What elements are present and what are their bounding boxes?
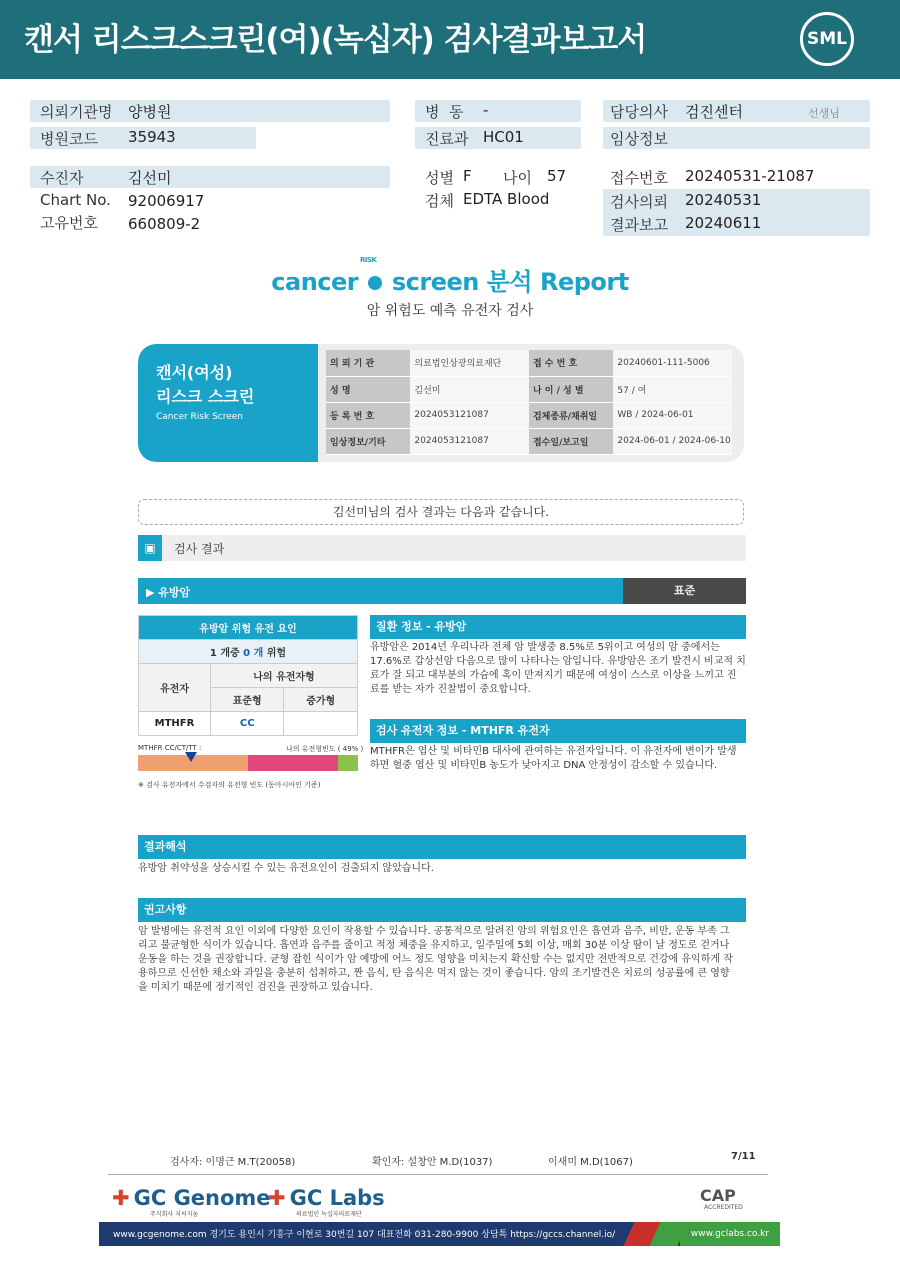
my-genotype-marker bbox=[185, 752, 197, 762]
genotype-frequency-bar bbox=[138, 755, 358, 771]
card-value: 2024-06-01 / 2024-06-10 bbox=[613, 428, 732, 454]
gene-table-summary bbox=[139, 640, 358, 664]
disease-info-title: 질환 정보 - 유방암 bbox=[370, 615, 746, 639]
footer-address: www.gcgenome.com 경기도 용인시 기흥구 이현로 30번길 107 대표전화 031-280-9900 상담톡 https://gccs.channel.io/ bbox=[113, 1230, 616, 1240]
gene-table bbox=[138, 615, 358, 736]
gc-genome-logo bbox=[112, 1186, 271, 1210]
sex-value: F bbox=[463, 167, 472, 185]
cancer-risk-screen-logo bbox=[0, 256, 900, 297]
logo1-sub: 주식회사 지씨지놈 bbox=[150, 1211, 199, 1218]
summary-count: 0 개 bbox=[243, 648, 264, 659]
card-row bbox=[326, 376, 732, 402]
gene-table-title: 유방암 위험 유전 요인 bbox=[139, 616, 358, 640]
card-row bbox=[326, 428, 732, 454]
interpretation-text: 유방암 취약성을 상승시킬 수 있는 유전요인이 검출되지 않았습니다. bbox=[138, 863, 434, 874]
confirmer-signature: 확인자: 설창안 M.D(1037) bbox=[372, 1157, 493, 1168]
request-value: 20240531 bbox=[685, 191, 762, 209]
patient-name-value: 김선미 bbox=[128, 169, 172, 187]
card-value: 57 / 여 bbox=[613, 376, 732, 402]
institution-label: 의뢰기관명 bbox=[40, 103, 113, 121]
card-title-1: 캔서(여성) bbox=[156, 363, 233, 382]
doctor-value: 검진센터 bbox=[685, 103, 743, 121]
frequency-segment bbox=[248, 755, 338, 771]
chart-no-label: Chart No. bbox=[40, 191, 111, 209]
increased-value bbox=[284, 712, 358, 736]
card-value: 김선미 bbox=[410, 376, 529, 402]
logo2-text: GC Labs bbox=[289, 1186, 385, 1210]
card-value: 2024053121087 bbox=[410, 402, 529, 428]
tester-signature: 검사자: 이명근 M.T(20058) bbox=[170, 1157, 296, 1168]
card-info-table bbox=[326, 350, 732, 455]
card-row bbox=[326, 402, 732, 428]
logo2-sub: 의료법인 녹십자의료재단 bbox=[296, 1211, 362, 1218]
hospital-code-label: 병원코드 bbox=[40, 130, 98, 148]
footer-bar bbox=[99, 1222, 780, 1246]
freq-left-label: MTHFR CC/CT/TT : bbox=[138, 744, 202, 752]
brand-subtitle: 암 위험도 예측 유전자 검사 bbox=[366, 303, 534, 319]
report-header bbox=[0, 0, 900, 79]
uid-label: 고유번호 bbox=[40, 214, 98, 232]
report-title: 캔서 리스크스크린(여)(녹십자) 검사결과보고서 bbox=[24, 22, 647, 58]
card-value: 2024053121087 bbox=[410, 428, 529, 454]
brand-risk: RISK bbox=[360, 256, 377, 264]
patient-name-label: 수진자 bbox=[40, 169, 84, 187]
sex-label: 성별 bbox=[425, 169, 454, 187]
brand-suffix: screen bbox=[391, 268, 479, 296]
col-my-genotype-header: 나의 유전자형 bbox=[211, 664, 358, 688]
gc-labs-logo bbox=[268, 1186, 385, 1210]
uid-value: 660809-2 bbox=[128, 215, 201, 233]
report-date-value: 20240611 bbox=[685, 214, 762, 232]
freq-right-label: 나의 유전형빈도 ( 49% ) bbox=[286, 745, 364, 753]
request-label: 검사의뢰 bbox=[610, 193, 668, 211]
institution-value: 양병원 bbox=[128, 103, 172, 121]
cap-logo: CAP bbox=[700, 1186, 736, 1205]
folder-icon: ▣ bbox=[138, 535, 162, 561]
receipt-value: 20240531-21087 bbox=[685, 167, 815, 185]
category-name: ▶ 유방암 bbox=[146, 586, 191, 599]
specimen-value: EDTA Blood bbox=[463, 190, 550, 208]
card-title-3: Cancer Risk Screen bbox=[156, 412, 244, 422]
footer-site-link[interactable]: www.gclabs.co.kr bbox=[680, 1222, 780, 1246]
card-value: 20240601-111-5006 bbox=[613, 350, 732, 376]
card-title-panel bbox=[138, 344, 318, 462]
gene-info-title: 검사 유전자 정보 - MTHFR 유전자 bbox=[370, 719, 746, 743]
section-title: 검사 결과 bbox=[174, 542, 225, 556]
gene-name: MTHFR bbox=[139, 712, 211, 736]
brand-dot-icon bbox=[368, 276, 382, 290]
recommendation-text: 암 발병에는 유전적 요인 이외에 다양한 요인이 작용할 수 있습니다. 공통적으로 알려진 암의 위험요인은 흡연과 음주, 비만, 운동 부족 그리고 불균형한 식이가 있습니다. 흡연과 음주를 줄이고 적정 체중을 유지하고, 일주일에 5회 이상, 매회 30분 이상 땀이 날 정도로 걷거나 운동을 하는 것을 권장합니다. 균형 잡힌 식이가 암 예방에 어느 정도 영향을 미치는지 확신할 수는 없지만 전반적으로 건강에 유익하게 작용하므로 신선한 채소와 과일을 충분히 섭취하고, 짠 음식, 탄 음식은 먹지 않는 것이 좋습니다. 암의 조기발견은 치료의 성공률에 큰 영향을 미치기 때문에 정기적인 검진을 권장하고 있습니다. bbox=[138, 926, 733, 993]
info-bar bbox=[30, 166, 390, 188]
result-section-header bbox=[138, 535, 746, 561]
col-gene-header: 유전자 bbox=[139, 664, 211, 712]
card-value: WB / 2024-06-01 bbox=[613, 402, 732, 428]
ward-value: - bbox=[483, 101, 489, 119]
card-key: 의 뢰 기 관 bbox=[326, 350, 410, 376]
standard-value: CC bbox=[211, 712, 284, 736]
ward-label: 병 동 bbox=[425, 103, 464, 121]
brand-prefix: cancer bbox=[271, 268, 359, 296]
card-row bbox=[326, 350, 732, 376]
risk-level-badge: 표준 bbox=[623, 578, 746, 604]
card-key: 나 이 / 성 별 bbox=[529, 376, 613, 402]
col-increased-header: 증가형 bbox=[284, 688, 358, 712]
interpretation-title: 결과해석 bbox=[138, 835, 746, 859]
card-key: 등 록 번 호 bbox=[326, 402, 410, 428]
sml-logo: SML bbox=[800, 12, 854, 66]
summary-card bbox=[138, 344, 744, 462]
card-key: 접 수 번 호 bbox=[529, 350, 613, 376]
report-date-label: 결과보고 bbox=[610, 216, 668, 234]
greeting-box: 김선미님의 검사 결과는 다음과 같습니다. bbox=[138, 499, 744, 525]
cap-sub: ACCREDITED bbox=[704, 1204, 743, 1211]
summary-pre: 1 개중 bbox=[209, 648, 240, 659]
dept-value: HC01 bbox=[483, 128, 524, 146]
age-value: 57 bbox=[547, 167, 567, 185]
confirmer2-signature: 이새미 M.D(1067) bbox=[548, 1157, 633, 1168]
card-key: 검체종류/채취일 bbox=[529, 402, 613, 428]
doctor-suffix: 선생님 bbox=[808, 107, 840, 120]
card-value: 의료법인상광의료재단 bbox=[410, 350, 529, 376]
summary-post: 위험 bbox=[266, 648, 287, 659]
card-key: 임상정보/기타 bbox=[326, 428, 410, 454]
cross-icon: ✚ bbox=[112, 1186, 130, 1210]
category-bar bbox=[138, 578, 746, 604]
doctor-label: 담당의사 bbox=[610, 103, 668, 121]
page-number: 7/11 bbox=[731, 1151, 756, 1162]
footnote: ※ 검사 유전자에서 수검자의 유전형 빈도 (동아시아인 기준) bbox=[138, 781, 321, 789]
recommendation-title: 권고사항 bbox=[138, 898, 746, 922]
dept-label: 진료과 bbox=[425, 130, 469, 148]
age-label: 나이 bbox=[503, 169, 532, 187]
frequency-segment bbox=[338, 755, 358, 771]
receipt-label: 접수번호 bbox=[610, 169, 668, 187]
disease-info-text: 유방암은 2014년 우리나라 전체 암 발생중 8.5%로 5위이고 여성의 암 중에서는 17.6%로 갑상선암 다음으로 많이 나타나는 암입니다. 유방암은 조기 발견시 비교적 치료가 잘 되고 대부분의 가슴에 혹이 만져지기 때문에 여성이 스스로 이상을 느끼고 진료를 받는 자가 진찰법이 중요합니다. bbox=[370, 642, 746, 695]
clinical-label: 임상정보 bbox=[610, 130, 668, 148]
brand-report: 분석 Report bbox=[486, 268, 629, 296]
card-key: 성 명 bbox=[326, 376, 410, 402]
gene-info-text: MTHFR은 엽산 및 비타민B 대사에 관여하는 유전자입니다. 이 유전자에 변이가 발생하면 혈중 엽산 및 비타민B 농도가 낮아지고 DNA 안정성이 감소할 수 있습니다. bbox=[370, 746, 737, 771]
hospital-code-value: 35943 bbox=[128, 128, 176, 146]
table-row bbox=[139, 712, 358, 736]
cross-icon: ✚ bbox=[268, 1186, 286, 1210]
specimen-label: 검체 bbox=[425, 192, 454, 210]
logo1-text: GC Genome bbox=[133, 1186, 271, 1210]
card-title-2: 리스크 스크린 bbox=[156, 387, 255, 406]
chart-no-value: 92006917 bbox=[128, 192, 205, 210]
col-standard-header: 표준형 bbox=[211, 688, 284, 712]
card-key: 접수일/보고일 bbox=[529, 428, 613, 454]
divider bbox=[108, 1174, 768, 1175]
